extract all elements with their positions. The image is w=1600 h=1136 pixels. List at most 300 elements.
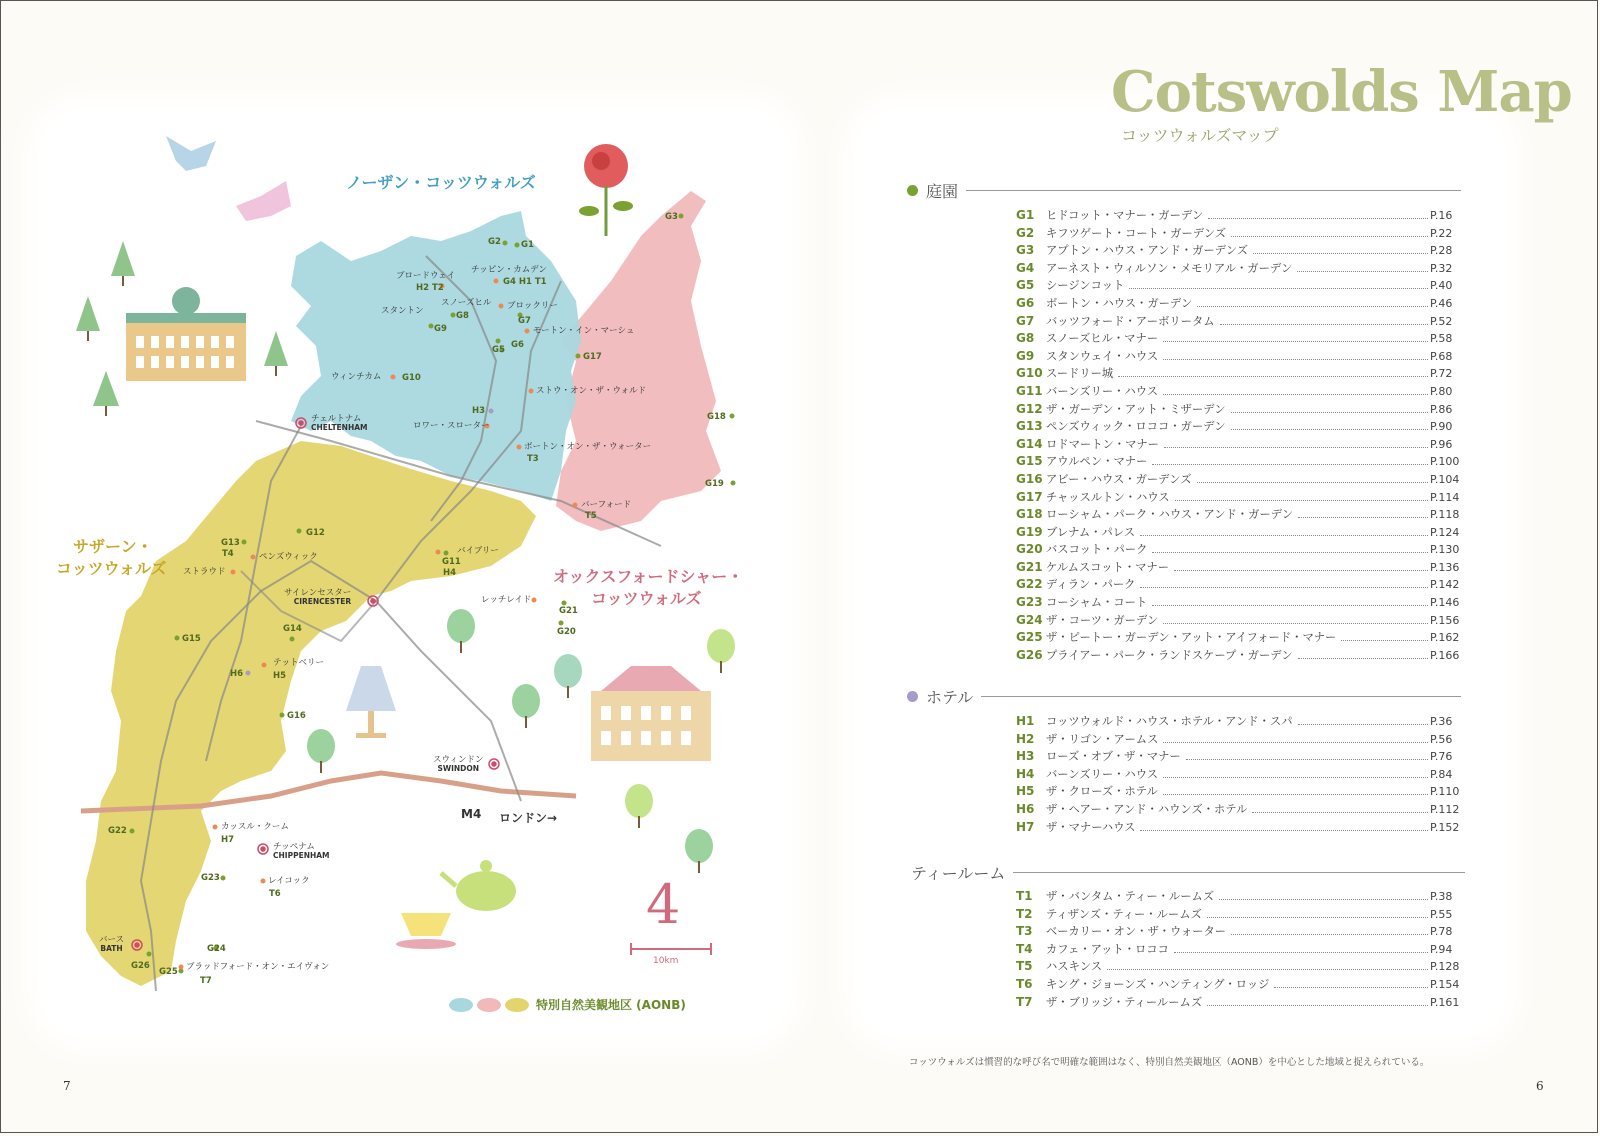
code-h5: H5 xyxy=(273,671,287,681)
region-north-label: ノーザン・コッツウォルズ xyxy=(346,173,536,192)
place-castle-combe: カッスル・クーム xyxy=(221,822,289,832)
index-row xyxy=(1016,819,1462,837)
index-row xyxy=(1016,365,1462,383)
index-name: プライアー・パーク・ランドスケープ・ガーデン xyxy=(1046,648,1293,662)
leader-dots xyxy=(1186,759,1428,760)
section-tearooms-header xyxy=(911,861,1465,884)
place-winchcombe: ウィンチカム xyxy=(331,372,382,382)
place-lechlade: レッチレイド xyxy=(481,595,532,605)
index-code: G23 xyxy=(1016,595,1043,610)
leader-dots xyxy=(1107,969,1428,970)
hotel-bullet-icon xyxy=(907,691,918,702)
index-row xyxy=(1016,260,1462,278)
index-row xyxy=(1016,906,1462,924)
index-row xyxy=(1016,629,1462,647)
index-code: H4 xyxy=(1016,766,1035,781)
place-broadway: ブロードウェイ xyxy=(396,271,456,281)
index-row xyxy=(1016,313,1462,331)
leader-dots xyxy=(1197,306,1428,307)
index-page: P.162 xyxy=(1430,631,1460,645)
leader-dots xyxy=(1140,587,1428,588)
code-g8: G8 xyxy=(456,311,469,321)
index-page: P.142 xyxy=(1430,578,1460,592)
page-number-right: 6 xyxy=(1536,1079,1544,1093)
code-g19: G19 xyxy=(705,479,724,489)
index-page: P.80 xyxy=(1430,384,1453,398)
code-t6: T6 xyxy=(269,889,281,899)
index-code: G3 xyxy=(1016,243,1035,258)
index-code: H7 xyxy=(1016,819,1035,834)
leader-dots xyxy=(1163,623,1428,624)
place-burford: バーフォード xyxy=(581,500,632,510)
town-cheltenham: チェルトナム CHELTENHAM xyxy=(311,414,368,432)
index-page: P.90 xyxy=(1430,420,1453,434)
code-g2: G2 xyxy=(488,237,501,247)
index-name: ザ・リゴン・アームス xyxy=(1046,732,1159,746)
index-code: H2 xyxy=(1016,731,1035,746)
code-t3: T3 xyxy=(527,454,539,464)
code-h3: H3 xyxy=(472,406,486,416)
index-row xyxy=(1016,489,1462,507)
index-name: バーンズリー・ハウス xyxy=(1046,384,1159,398)
leader-dots xyxy=(1152,605,1428,606)
index-row xyxy=(1016,524,1462,542)
code-g22: G22 xyxy=(108,826,127,836)
leader-dots xyxy=(1152,464,1428,465)
index-name: アウルペン・マナー xyxy=(1046,455,1148,469)
index-row xyxy=(1016,559,1462,577)
code-g14: G14 xyxy=(283,624,302,634)
index-code: G18 xyxy=(1016,507,1043,522)
index-code: H5 xyxy=(1016,784,1035,799)
lamp-illustration xyxy=(346,666,396,738)
index-row xyxy=(1016,612,1462,630)
index-page: P.114 xyxy=(1430,490,1460,504)
teapot-illustration xyxy=(441,860,516,911)
index-name: ローズ・オブ・ザ・マナー xyxy=(1046,750,1181,764)
index-code: T3 xyxy=(1016,924,1033,939)
code-g20: G20 xyxy=(557,627,576,637)
index-row xyxy=(1016,941,1462,959)
index-page: P.86 xyxy=(1430,402,1453,416)
code-h7: H7 xyxy=(221,835,235,845)
place-chipping: チッピン・カムデン xyxy=(471,265,547,275)
index-name: チャッスルトン・ハウス xyxy=(1046,490,1170,504)
place-stow: ストウ・オン・ザ・ウォルド xyxy=(536,386,647,396)
page-subtitle: コッツウォルズマップ xyxy=(1121,126,1279,145)
index-row xyxy=(1016,923,1462,941)
code-g7: G7 xyxy=(518,316,531,326)
leader-dots xyxy=(1208,218,1428,219)
index-row xyxy=(1016,348,1462,366)
index-row xyxy=(1016,541,1462,559)
place-lacock: レイコック xyxy=(268,876,310,886)
leader-dots xyxy=(1341,640,1428,641)
code-g17: G17 xyxy=(583,352,602,362)
index-name: ザ・ヘアー・アンド・ハウンズ・ホテル xyxy=(1046,802,1248,816)
scale-label: 10km xyxy=(653,956,679,966)
index-name: コーシャム・コート xyxy=(1046,596,1148,610)
road-m4-label: M4 xyxy=(461,807,482,821)
index-code: T5 xyxy=(1016,959,1033,974)
leader-dots xyxy=(1231,236,1428,237)
index-name: ザ・バンタム・ティー・ルームズ xyxy=(1046,890,1215,903)
index-name: ティザンズ・ティー・ルームズ xyxy=(1046,907,1202,921)
index-page: P.52 xyxy=(1430,314,1453,328)
index-page: P.96 xyxy=(1430,437,1453,451)
index-code: G9 xyxy=(1016,348,1035,363)
index-code: G8 xyxy=(1016,331,1035,346)
index-name: ボートン・ハウス・ガーデン xyxy=(1046,296,1193,310)
leader-dots xyxy=(1207,917,1428,918)
index-row xyxy=(1016,783,1462,801)
index-name: ペンズウィック・ロココ・ガーデン xyxy=(1046,420,1226,434)
leader-dots xyxy=(1163,394,1428,395)
index-name: カフェ・アット・ロココ xyxy=(1046,942,1169,956)
index-code: G16 xyxy=(1016,471,1043,486)
place-stanton: スタントン xyxy=(381,306,424,316)
section-hotels-header xyxy=(907,685,1461,708)
index-page: P.136 xyxy=(1430,560,1460,574)
index-row xyxy=(1016,731,1462,749)
place-blockley: ブロックリー xyxy=(507,301,558,311)
index-name: ローシャム・パーク・ハウス・アンド・ガーデン xyxy=(1046,508,1294,522)
index-page: P.112 xyxy=(1430,802,1460,816)
index-name: スノーズヒル・マナー xyxy=(1046,332,1159,346)
town-bath: バース BATH xyxy=(99,935,125,953)
hotels-list xyxy=(1016,713,1462,836)
place-snowshill: スノーズヒル xyxy=(441,298,492,308)
code-t5: T5 xyxy=(585,511,597,521)
index-page: P.68 xyxy=(1430,349,1453,363)
index-code: T7 xyxy=(1016,994,1033,1009)
index-row xyxy=(1016,207,1462,225)
index-page: P.16 xyxy=(1430,209,1453,222)
index-name: ザ・ガーデン・アット・ミザーデン xyxy=(1046,402,1226,416)
index-name: バーンズリー・ハウス xyxy=(1046,767,1159,781)
index-page: P.76 xyxy=(1430,750,1453,764)
index-name: ハスキンス xyxy=(1046,960,1103,974)
index-row xyxy=(1016,594,1462,612)
index-name: バッツフォード・アーボリータム xyxy=(1046,314,1215,328)
leader-dots xyxy=(1274,987,1428,988)
index-page: P.22 xyxy=(1430,226,1453,240)
code-g1: G1 xyxy=(521,240,534,250)
leader-dots xyxy=(1207,1005,1428,1006)
index-row xyxy=(1016,453,1462,471)
index-name: アーネスト・ウィルソン・メモリアル・ガーデン xyxy=(1046,261,1293,275)
page-number-left: 7 xyxy=(63,1079,71,1093)
index-row xyxy=(1016,277,1462,295)
index-code: G11 xyxy=(1016,383,1043,398)
index-name: ヒドコット・マナー・ガーデン xyxy=(1046,209,1204,222)
teacup-illustration xyxy=(396,913,456,949)
index-page: P.156 xyxy=(1430,613,1460,627)
code-g12: G12 xyxy=(306,528,325,538)
code-h2t2: H2 T2 xyxy=(416,283,444,293)
index-page: P.152 xyxy=(1430,820,1460,834)
leader-dots xyxy=(1297,271,1428,272)
index-name: スードリー城 xyxy=(1046,367,1114,381)
region-oxfordshire-shape xyxy=(556,191,721,531)
place-tetbury: テットベリー xyxy=(273,658,325,668)
leader-dots xyxy=(1140,830,1428,831)
leader-dots xyxy=(1298,517,1428,518)
index-page: P.55 xyxy=(1430,907,1453,921)
divider xyxy=(981,696,1461,697)
code-g21: G21 xyxy=(559,606,578,616)
map-page xyxy=(1,1,801,1136)
region-south-label-2: コッツウォルズ xyxy=(56,559,167,578)
leader-dots xyxy=(1219,899,1428,900)
section-gardens-header xyxy=(907,179,1461,202)
index-row xyxy=(1016,506,1462,524)
leader-dots xyxy=(1118,376,1428,377)
index-code: T4 xyxy=(1016,941,1033,956)
index-code: G5 xyxy=(1016,278,1035,293)
bird-illustration-1 xyxy=(166,136,216,171)
index-code: G25 xyxy=(1016,630,1043,645)
place-lower-slaughter: ロワー・スローター xyxy=(413,421,490,431)
divider xyxy=(1013,872,1465,873)
leader-dots xyxy=(1174,570,1428,571)
index-row xyxy=(1016,242,1462,260)
tearooms-list xyxy=(1016,888,1462,1011)
index-page: P.146 xyxy=(1430,596,1460,610)
palace-illustration xyxy=(126,287,246,381)
code-g25: G25 xyxy=(159,967,178,977)
index-row xyxy=(1016,436,1462,454)
region-south-label-1: サザーン・ xyxy=(73,537,153,556)
index-row xyxy=(1016,976,1462,994)
leader-dots xyxy=(1231,429,1428,430)
scale-bar xyxy=(631,943,711,955)
index-name: アビー・ハウス・ガーデンズ xyxy=(1046,472,1192,486)
index-name: キング・ジョーンズ・ハンティング・ロッジ xyxy=(1046,977,1270,991)
index-row xyxy=(1016,994,1462,1012)
index-code: H3 xyxy=(1016,749,1035,764)
index-name: ベーカリー・オン・ザ・ウォーター xyxy=(1046,925,1227,939)
code-g9: G9 xyxy=(434,324,447,334)
index-row xyxy=(1016,330,1462,348)
index-code: H6 xyxy=(1016,801,1035,816)
legend-swatches xyxy=(449,998,529,1012)
index-page: P.104 xyxy=(1430,472,1460,486)
leader-dots xyxy=(1174,952,1428,953)
index-page: P.46 xyxy=(1430,296,1453,310)
leader-dots xyxy=(1164,447,1428,448)
index-row xyxy=(1016,888,1462,906)
index-code: G14 xyxy=(1016,436,1043,451)
index-row xyxy=(1016,748,1462,766)
leader-dots xyxy=(1252,812,1428,813)
index-page: P.72 xyxy=(1430,367,1453,381)
index-row xyxy=(1016,225,1462,243)
gardens-list xyxy=(1016,207,1462,664)
code-g16: G16 xyxy=(287,711,306,721)
index-row xyxy=(1016,295,1462,313)
place-moreton: モートン・イン・マーシュ xyxy=(533,326,635,336)
region-oxford-label-2: コッツウォルズ xyxy=(591,589,702,608)
code-g10: G10 xyxy=(402,373,421,383)
index-page: P.36 xyxy=(1430,715,1453,728)
index-name: ザ・ブリッジ・ティールームズ xyxy=(1046,995,1203,1009)
leader-dots xyxy=(1163,777,1428,778)
index-code: G7 xyxy=(1016,313,1035,328)
index-page: P.161 xyxy=(1430,995,1460,1009)
index-row xyxy=(1016,383,1462,401)
index-page: P.40 xyxy=(1430,279,1453,293)
index-page: P.124 xyxy=(1430,525,1460,539)
index-name: ロドマートン・マナー xyxy=(1046,437,1159,451)
index-row xyxy=(1016,418,1462,436)
index-page: P.58 xyxy=(1430,332,1453,346)
index-row xyxy=(1016,713,1462,731)
index-row xyxy=(1016,576,1462,594)
leader-dots xyxy=(1175,500,1428,501)
index-page: P.56 xyxy=(1430,732,1453,746)
leader-dots xyxy=(1152,552,1428,553)
index-code: H1 xyxy=(1016,714,1035,728)
leader-dots xyxy=(1298,658,1428,659)
index-name: ザ・ピートー・ガーデン・アット・アイフォード・マナー xyxy=(1046,631,1337,645)
page-title: Cotswolds Map xyxy=(1111,59,1572,125)
leader-dots xyxy=(1163,341,1428,342)
place-bradford: ブラッドフォード・オン・エイヴォン xyxy=(186,962,330,972)
index-code: G26 xyxy=(1016,647,1043,662)
index-name: ブレナム・パレス xyxy=(1046,525,1136,539)
section-gardens-label: 庭園 xyxy=(926,182,959,201)
code-g11: G11 xyxy=(442,557,461,567)
code-h4: H4 xyxy=(443,568,457,578)
leader-dots xyxy=(1231,412,1428,413)
index-code: G19 xyxy=(1016,524,1043,539)
index-name: ザ・マナーハウス xyxy=(1046,820,1136,834)
garden-bullet-icon xyxy=(907,185,918,196)
rose-illustration xyxy=(579,144,633,236)
place-painswick: ペンズウィック xyxy=(259,552,318,562)
legend-label: 特別自然美観地区 (AONB) xyxy=(536,998,686,1012)
index-page: P.94 xyxy=(1430,942,1453,956)
index-page: P.84 xyxy=(1430,767,1453,781)
code-g18: G18 xyxy=(707,412,726,422)
bird-illustration-2 xyxy=(236,181,291,221)
index-code: G4 xyxy=(1016,260,1035,275)
place-bourton: ボートン・オン・ザ・ウォーター xyxy=(524,442,652,452)
index-name: ザ・コーツ・ガーデン xyxy=(1046,613,1159,627)
index-code: T1 xyxy=(1016,889,1033,903)
index-name: アプトン・ハウス・アンド・ガーデンズ xyxy=(1046,244,1248,258)
leader-dots xyxy=(1163,359,1428,360)
index-code: G21 xyxy=(1016,559,1043,574)
index-code: G22 xyxy=(1016,577,1043,592)
code-g23: G23 xyxy=(201,873,220,883)
index-code: G24 xyxy=(1016,612,1043,627)
index-name: ケルムスコット・マナー xyxy=(1046,560,1170,574)
code-t4: T4 xyxy=(222,549,234,559)
place-bibury: バイブリー xyxy=(457,546,499,556)
index-code: G1 xyxy=(1016,208,1035,222)
index-page: P.166 xyxy=(1430,648,1460,662)
index-code: T2 xyxy=(1016,906,1033,921)
index-code: G10 xyxy=(1016,366,1043,381)
divider xyxy=(966,190,1461,191)
index-code: G6 xyxy=(1016,295,1035,310)
leader-dots xyxy=(1140,535,1428,536)
manor-illustration xyxy=(591,666,711,761)
index-page: P.100 xyxy=(1430,455,1460,469)
code-g3: G3 xyxy=(665,212,678,222)
index-page: P.38 xyxy=(1430,890,1453,903)
scale-number: 4 xyxy=(646,873,681,936)
index-name: シージンコット xyxy=(1046,279,1125,293)
town-cirencester: サイレンセスター CIRENCESTER xyxy=(284,588,352,606)
town-swindon: スウィンドン SWINDON xyxy=(433,755,484,773)
footnote: コッツウォルズは慣習的な呼び名で明確な範囲はなく、特別自然美観地区（AONB）を中心とした地域と捉えられている。 xyxy=(909,1057,1430,1068)
code-h6: H6 xyxy=(230,669,244,679)
index-name: コッツウォルド・ハウス・ホテル・アンド・スパ xyxy=(1046,715,1293,728)
region-oxford-label-1: オックスフォードシャー・ xyxy=(553,567,744,586)
leader-dots xyxy=(1253,253,1428,254)
index-row xyxy=(1016,958,1462,976)
index-code: G17 xyxy=(1016,489,1043,504)
index-page: P.130 xyxy=(1430,543,1460,557)
code-g13: G13 xyxy=(221,538,240,548)
index-code: T6 xyxy=(1016,976,1033,991)
index-code: G13 xyxy=(1016,419,1043,434)
index-page: P.78 xyxy=(1430,925,1453,939)
town-chippenham: チッペナム CHIPPENHAM xyxy=(273,842,330,860)
index-code: G15 xyxy=(1016,454,1043,469)
index-row xyxy=(1016,766,1462,784)
leader-dots xyxy=(1298,724,1429,725)
index-name: キフツゲート・コート・ガーデンズ xyxy=(1046,226,1227,240)
leader-dots xyxy=(1163,794,1428,795)
index-page: P.154 xyxy=(1430,977,1460,991)
leader-dots xyxy=(1197,482,1428,483)
index-row xyxy=(1016,471,1462,489)
code-g15: G15 xyxy=(182,634,201,644)
index-name: バスコット・パーク xyxy=(1046,543,1148,557)
index-row xyxy=(1016,647,1462,665)
index-row xyxy=(1016,401,1462,419)
leader-dots xyxy=(1129,288,1428,289)
index-page: P.118 xyxy=(1430,508,1460,522)
code-g6: G6 xyxy=(511,340,524,350)
index-name: ザ・クローズ・ホテル xyxy=(1046,785,1158,799)
index-name: ディラン・パーク xyxy=(1046,578,1136,592)
section-tearooms-label: ティールーム xyxy=(911,864,1006,883)
index-page: P.128 xyxy=(1430,960,1460,974)
code-g5: G5 xyxy=(492,345,505,355)
index-row xyxy=(1016,801,1462,819)
index-page: P.110 xyxy=(1430,785,1460,799)
index-page: P.32 xyxy=(1430,261,1453,275)
index-code: G2 xyxy=(1016,225,1035,240)
index-code: G12 xyxy=(1016,401,1043,416)
code-t7: T7 xyxy=(200,976,212,986)
leader-dots xyxy=(1220,324,1428,325)
index-code: G20 xyxy=(1016,542,1043,557)
place-stroud: ストラウド xyxy=(183,567,226,577)
london-arrow-label: ロンドン→ xyxy=(499,811,558,825)
code-g24: G24 xyxy=(207,944,226,954)
section-hotels-label: ホテル xyxy=(926,688,974,707)
code-g26: G26 xyxy=(131,961,150,971)
code-g4h1t1: G4 H1 T1 xyxy=(503,277,547,287)
leader-dots xyxy=(1231,934,1428,935)
index-page: P.28 xyxy=(1430,244,1453,258)
